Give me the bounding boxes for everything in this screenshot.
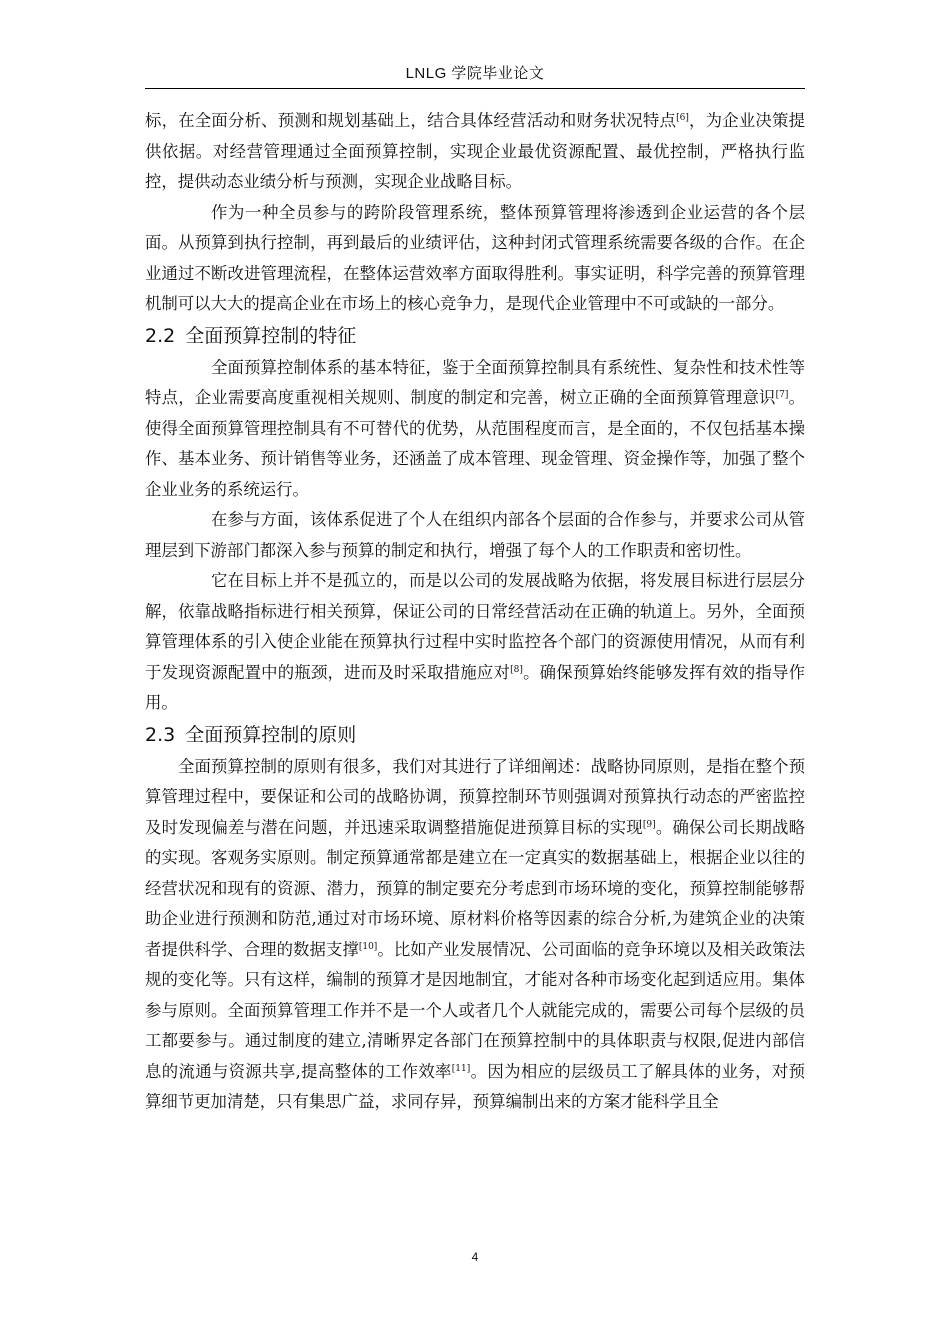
running-header-title: LNLG 学院毕业论文 [405,65,545,82]
paragraph-text: 标，在全面分析、预测和规划基础上，结合具体经营活动和财务状况特点 [145,111,677,130]
header-rule [145,88,805,89]
citation-8: [8] [510,664,523,675]
paragraph-participation: 在参与方面，该体系促进了个人在组织内部各个层面的合作参与，并要求公司从管理层到下游部门都深入参与预算的制定和执行，增强了每个人的工作职责和密切性。 [145,510,805,560]
paragraph-text: 。确保预算始终能够发挥有效的指导作用。 [145,662,806,712]
citation-6: [6] [676,113,689,123]
document-body [145,106,805,1118]
section-number: 2.3 [145,723,176,746]
paragraph-text: 。使得全面预算管理控制具有不可替代的优势，从范围程度而言，是全面的，不仅包括基本操作、基本业务、预计销售等业务，还涵盖了成本管理、现金管理、资金操作等，加强了整个企业业务的系统运行。 [145,388,806,499]
citation-9: [9] [642,819,656,830]
paragraph-basic-features [145,353,805,506]
section-number: 2.2 [145,324,176,347]
paragraph-management-system: 作为一种全员参与的跨阶段管理系统，整体预算管理将渗透到企业运营的各个层面。从预算到执行控制，再到最后的业绩评估，这种封闭式管理系统需要各级的合作。在企业通过不断改进管理流程，在整体运营效率方面取得胜利。事实证明，科学完善的预算管理机制可以大大的提高企业在市场上的核心竞争力，是现代企业管理中不可或缺的一部分。 [145,202,805,313]
section-heading-2-2 [145,320,805,353]
paragraph-continuation [145,106,805,198]
section-title: 全面预算控制的特征 [185,324,357,347]
section-title: 全面预算控制的原则 [185,723,357,746]
paragraph-goals [145,566,805,719]
citation-11: [11] [451,1063,471,1074]
page-number: 4 [471,1250,479,1264]
paragraph-text: 。因为相应的层级员工了解具体的业务，对预算细节更加清楚，只有集思广益，求同存异，预算编制出来的方案才能科学且全 [145,1061,805,1111]
section-heading-2-3 [145,719,805,752]
paragraph-text: 它在目标上并不是孤立的，而是以公司的发展战略为依据，将发展目标进行层层分解，依靠战略指标进行相关预算，保证公司的日常经营活动在正确的轨道上。另外，全面预算管理体系的引入使企业能在预算执行过程中实时监控各个部门的资源使用情况，从而有利于发现资源配置中的瓶颈，进而及时采取措施应对 [145,571,805,682]
paragraph-text: 全面预算控制体系的基本特征，鉴于全面预算控制具有系统性、复杂性和技术性等特点，企业需要高度重视相关规则、制度的制定和完善，树立正确的全面预算管理意识 [145,357,805,407]
paragraph-text: 全面预算控制的原则有很多，我们对其进行了详细阐述：战略协同原则，是指在整个预算管理过程中，要保证和公司的战略协调，预算控制环节则强调对预算执行动态的严密监控及时发现偏差与潜在问题，并迅速采取调整措施促进预算目标的实现 [145,756,805,837]
paragraph-text: ，为企业决策提供依据。对经营管理通过全面预算控制，实现企业最优资源配置、最优控制，严格执行监控，提供动态业绩分析与预测，实现企业战略目标。 [145,111,806,191]
paragraph-text: 。比如产业发展情况、公司面临的竞争环境以及相关政策法规的变化等。只有这样，编制的预算才是因地制宜，才能对各种市场变化起到适应用。集体参与原则。全面预算管理工作并不是一个人或者几个人就能完成的，需要公司每个层级的员工都要参与。通过制度的建立,清晰界定各部门在预算控制中的具体职责与权限,促进内部信息的流通与资源共享,提高整体的工作效率 [145,939,806,1081]
citation-10: [10] [358,941,378,952]
citation-7: [7] [775,390,789,400]
paragraph-text: 。确保公司长期战略的实现。客观务实原则。制定预算通常都是建立在一定真实的数据基础上，根据企业以往的经营状况和现有的资源、潜力，预算的制定要充分考虑到市场环境的变化，预算控制能够帮助企业进行预测和防范,通过对市场环境、原材料价格等因素的综合分析,为建筑企业的决策者提供科学、合理的数据支撑 [145,817,806,959]
paragraph-principles [145,752,805,1118]
